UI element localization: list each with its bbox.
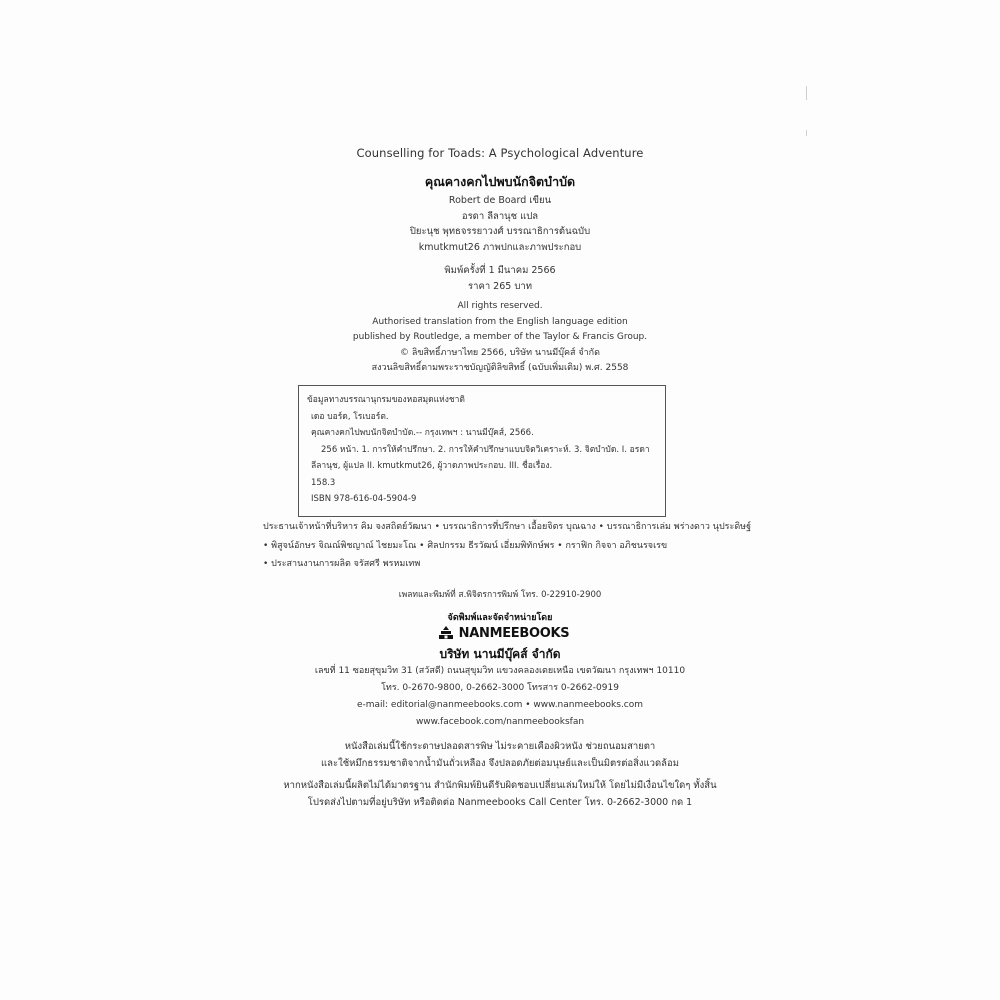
quality-notice xyxy=(250,777,750,811)
publisher-name: บริษัท นานมีบุ๊คส์ จำกัด xyxy=(439,647,561,661)
printer-info: เพลทและพิมพ์ที่ ส.พิจิตรการพิมพ์ โทร. 0-22910-2900 xyxy=(398,590,602,600)
cataloging-in-publication-box xyxy=(298,385,666,517)
paper-note-line: หนังสือเล่มนี้ใช้กระดาษปลอดสารพิษ ไม่ระคายเคืองผิวหนัง ช่วยถนอมสายตา xyxy=(344,741,656,752)
rights-line: สงวนลิขสิทธิ์ตามพระราชบัญญัติลิขสิทธิ์ (ฉบับเพิ่มเติม) พ.ศ. 2558 xyxy=(371,363,629,373)
notice-line: หากหนังสือเล่มนี้ผลิตไม่ได้มาตรฐาน สำนักพิมพ์ยินดีรับผิดชอบเปลี่ยนเล่มใหม่ให้ โดยไม่มีเงื่อนไขใดๆ ทั้งสิ้น xyxy=(283,780,717,791)
print-info xyxy=(250,263,750,294)
paper-note xyxy=(250,738,750,772)
print-edition: พิมพ์ครั้งที่ 1 มีนาคม 2566 xyxy=(444,265,556,276)
cip-subjects-cont: ลีลานุช, ผู้แปล II. kmutkmut26, ผู้วาดภาพประกอบ. III. ชื่อเรื่อง. xyxy=(311,461,553,471)
credits xyxy=(250,193,750,255)
cip-isbn: ISBN 978-616-04-5904-9 xyxy=(311,494,417,504)
credit-editor: ปิยะนุช พุทธจรรยาวงศ์ บรรณาธิการต้นฉบับ xyxy=(409,226,591,237)
rights-line: published by Routledge, a member of the Taylor & Francis Group. xyxy=(352,332,648,342)
staff-line: • ประสานงานการผลิต จรัสศรี พรหมเทพ xyxy=(263,559,421,569)
credit-illustrator: kmutkmut26 ภาพปกและภาพประกอบ xyxy=(418,241,582,253)
staff-line: ประธานเจ้าหน้าที่บริหาร คิม จงสถิตย์วัฒนา • บรรณาธิการที่ปรึกษา เอื้อยจิตร บุณฉาง • บรรณาธิการเล่ม พร่างดาว นุประดิษฐ์ xyxy=(263,522,752,532)
rights-line: All rights reserved. xyxy=(457,301,543,311)
cip-heading: ข้อมูลทางบรรณานุกรมของหอสมุดแห่งชาติ xyxy=(307,395,465,405)
distribution-label: จัดพิมพ์และจัดจำหน่ายโดย xyxy=(447,613,553,623)
cip-classification: 158.3 xyxy=(311,477,336,488)
publisher-logo xyxy=(428,624,578,642)
staff-line: • พิสูจน์อักษร จิณณ์พิชญาณ์ ไชยมะโณ • ศิลปกรรม ธีรวัฒน์ เอี่ยมพิทักษ์พร • กราฟิก กิจจา อภิชนรจเรข xyxy=(263,540,668,551)
book-title-english: Counselling for Toads: A Psychological Adventure xyxy=(356,146,644,160)
credit-author: Robert de Board เขียน xyxy=(448,195,552,206)
paper-note-line: และใช้หมึกธรรมชาติจากน้ำมันถั่วเหลือง จึงปลอดภัยต่อมนุษย์และเป็นมิตรต่อสิ่งแวดล้อม xyxy=(321,758,679,769)
facebook-line: www.facebook.com/nanmeebooksfan xyxy=(415,717,585,727)
publisher-logo-text: NANMEEBOOKS xyxy=(458,625,570,641)
page-edge-mark xyxy=(806,86,807,100)
rights-line: © ลิขสิทธิ์ภาษาไทย 2566, บริษัท นานมีบุ๊คส์ จำกัด xyxy=(400,347,600,358)
book-title-thai: คุณคางคกไปพบนักจิตบำบัด xyxy=(424,174,576,189)
cip-author: เดอ บอร์ด, โรเบอร์ต. xyxy=(311,411,389,422)
page-edge-mark xyxy=(806,130,807,136)
cip-subjects: 256 หน้า. 1. การให้คำปรึกษา. 2. การให้คำปรึกษาแบบจิตวิเคราะห์. 3. จิตบำบัด. I. อรดา xyxy=(321,444,650,455)
publisher-address xyxy=(250,663,750,731)
notice-line: โปรดส่งไปตามที่อยู่บริษัท หรือติดต่อ Nanmeebooks Call Center โทร. 0-2662-3000 กด 1 xyxy=(307,797,693,808)
rights-statement xyxy=(250,299,750,377)
address-line: เลขที่ 11 ซอยสุขุมวิท 31 (สวัสดี) ถนนสุขุมวิท แขวงคลองเตยเหนือ เขตวัฒนา กรุงเทพฯ 10110 xyxy=(314,666,686,676)
phone-line: โทร. 0-2670-9800, 0-2662-3000 โทรสาร 0-2662-0919 xyxy=(381,683,619,693)
cip-title: คุณคางคกไปพบนักจิตบำบัด.-- กรุงเทพฯ : นานมีบุ๊คส์, 2566. xyxy=(311,428,534,438)
book-stack-icon xyxy=(437,625,455,641)
price: ราคา 265 บาท xyxy=(468,280,532,292)
credit-translator: อรดา ลีลานุช แปล xyxy=(461,210,539,222)
email-web-line: e-mail: editorial@nanmeebooks.com • www.nanmeebooks.com xyxy=(356,700,644,710)
rights-line: Authorised translation from the English language edition xyxy=(372,316,628,327)
staff-credits xyxy=(263,518,752,574)
